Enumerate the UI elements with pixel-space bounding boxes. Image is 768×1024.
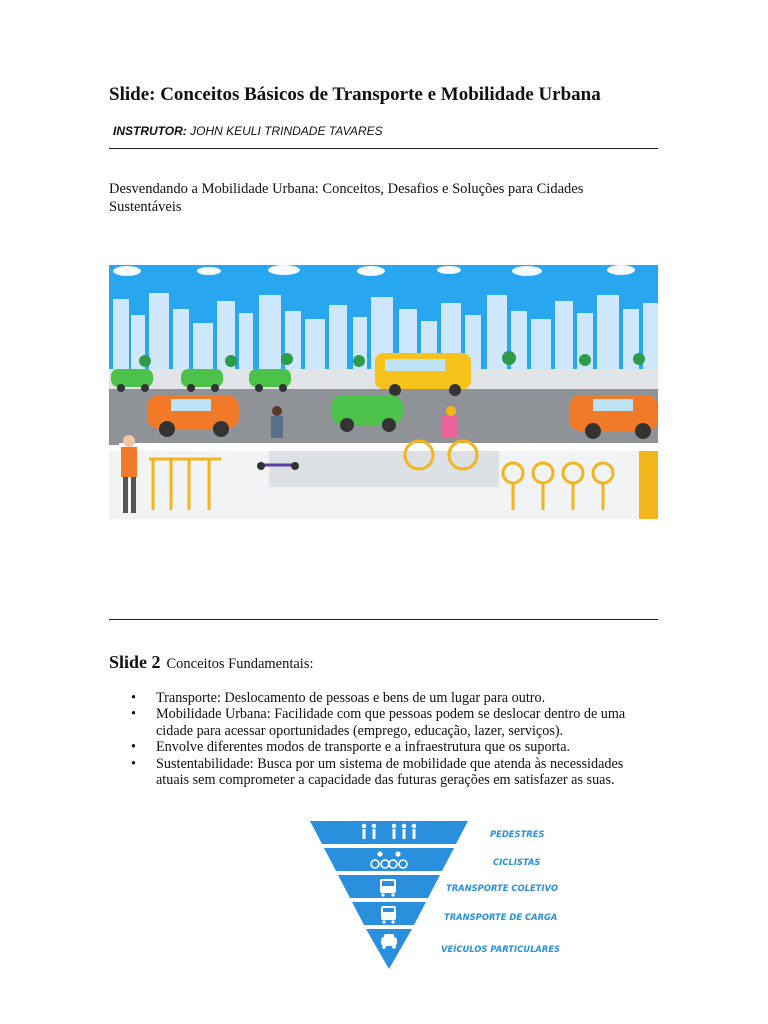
top-divider xyxy=(109,148,658,149)
bike-station-kiosk xyxy=(639,451,658,519)
mobility-pyramid xyxy=(308,818,561,978)
list-item: • Envolve diferentes modos de transporte e a infraestrutura que os suporta. xyxy=(109,739,649,755)
pyramid-level-cyclists xyxy=(324,848,454,871)
pyramid-label-freight: TRANSPORTE DE CARGA xyxy=(444,912,558,922)
instructor-label: INSTRUTOR: xyxy=(113,124,187,138)
slide-heading-label: Conceitos Fundamentais: xyxy=(166,656,314,672)
list-item: • Transporte: Deslocamento de pessoas e bens de um lugar para outro. xyxy=(109,690,649,706)
document-title: Slide: Conceitos Básicos de Transporte e Mobilidade Urbana xyxy=(109,84,601,105)
pyramid-level-pedestrians xyxy=(310,821,468,844)
pyramid-label-private-cars: VEÍCULOS PARTICULARES xyxy=(441,944,561,954)
slide-number: Slide 2 xyxy=(109,652,161,672)
list-item: • Sustentabilidade: Busca por um sistema de mobilidade que atenda às necessidades atuais sem comprometer a capacidade das futuras gerações em satisfazer as suas. xyxy=(109,756,649,789)
lane-markings xyxy=(119,443,658,451)
slide2-heading xyxy=(109,652,314,673)
section-divider xyxy=(109,619,658,620)
pyramid-label-pedestrians: PEDESTRES xyxy=(490,829,545,839)
document-subtitle: Desvendando a Mobilidade Urbana: Conceitos, Desafios e Soluções para Cidades Sustentáveis xyxy=(109,181,584,215)
instructor-name: JOHN KEULI TRINDADE TAVARES xyxy=(190,124,383,138)
pyramid-label-cyclists: CICLISTAS xyxy=(493,857,541,867)
list-item: • Mobilidade Urbana: Facilidade com que pessoas podem se deslocar dentro de uma cidade para acessar oportunidades (emprego, educação, lazer, serviços). xyxy=(109,706,649,739)
urban-mobility-illustration xyxy=(109,265,658,519)
pyramid-label-public-transport: TRANSPORTE COLETIVO xyxy=(446,883,558,893)
concepts-list xyxy=(109,690,649,788)
instructor-line xyxy=(113,124,383,138)
